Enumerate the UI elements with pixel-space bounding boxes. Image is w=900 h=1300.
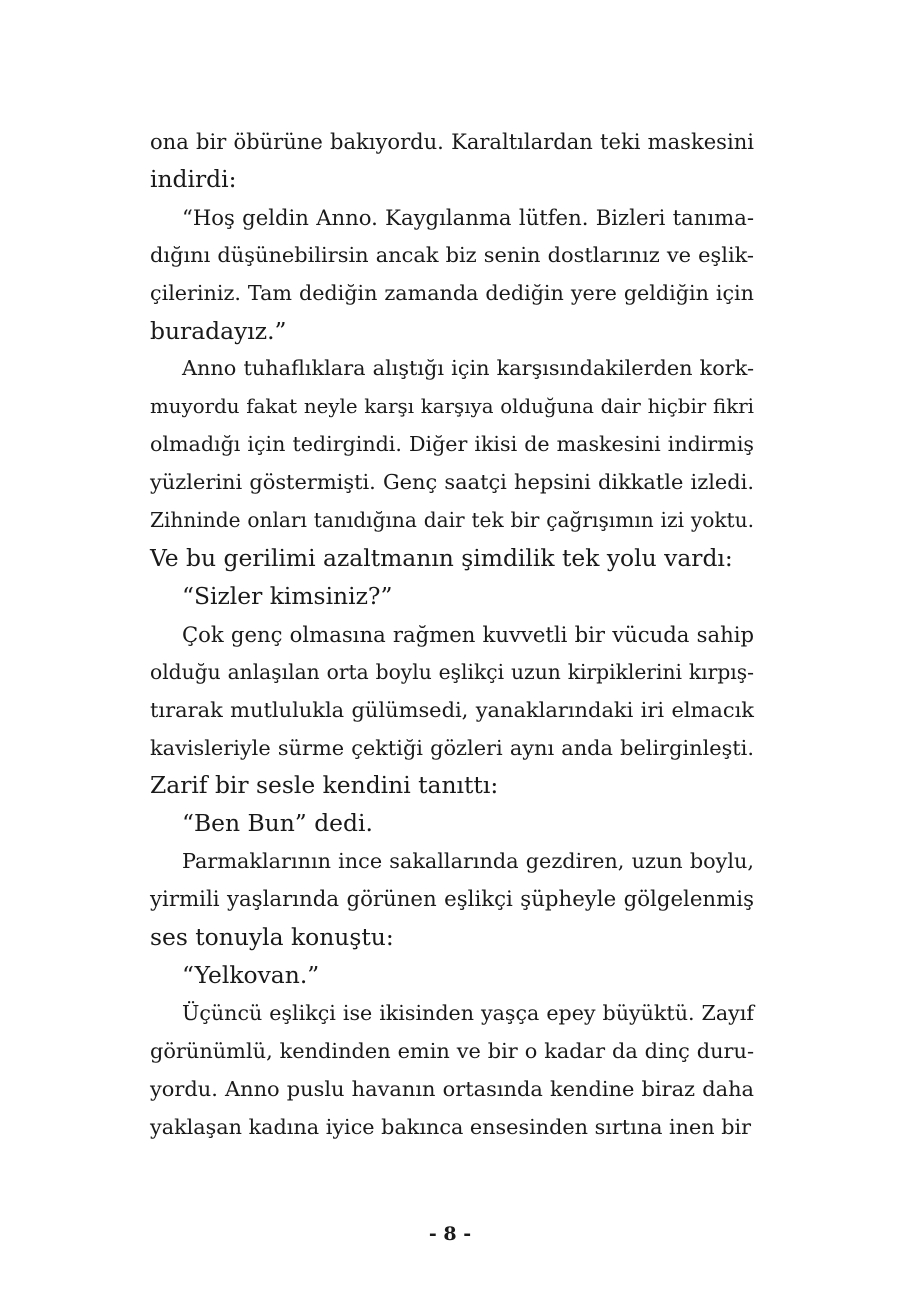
text-line: yaklaşan kadına iyice bakınca ensesinden sırtına inen bir [150,1114,752,1139]
text-line: Anno tuhaflıklara alıştığı için karşısındakilerden kork- [182,356,754,381]
text-line: yirmili yaşlarında görünen eşlikçi şüpheyle gölgelenmiş [150,887,754,913]
paragraph [150,995,754,1147]
text-line: tırarak mutlulukla gülümsedi, yanaklarındaki iri elmacık [150,697,754,722]
text-line: ses tonuyla konuştu: [150,923,394,952]
paragraph [150,123,754,199]
paragraph [150,957,754,995]
text-line: görünümlü, kendinden emin ve bir o kadar da dinç duru- [150,1038,754,1063]
text-line: dığını düşünebilirsin ancak biz senin dostlarınız ve eşlik- [150,242,754,267]
text-line: Ve bu gerilimi azaltmanın şimdilik tek yolu vardı: [150,543,733,572]
text-line: çileriniz. Tam dediğin zamanda dediğin yere geldiğin için [150,280,754,305]
paragraph [150,578,754,616]
text-line: “Hoş geldin Anno. Kaygılanma lütfen. Bizleri tanıma- [182,204,754,230]
text-line: buradayız.” [150,316,287,345]
text-line: Üçüncü eşlikçi ise ikisinden yaşça epey büyüktü. Zayıf [182,1000,754,1025]
text-line: “Sizler kimsiniz?” [182,581,393,610]
text-line: “Ben Bun” dedi. [182,809,373,838]
text-line: yordu. Anno puslu havanın ortasında kendine biraz daha [150,1076,754,1101]
page-number: - 8 - [428,1223,472,1245]
text-line: kavisleriyle sürme çektiği gözleri aynı anda belirginleşti. [150,735,754,760]
text-line: “Yelkovan.” [182,960,320,989]
text-line: yüzlerini göstermişti. Genç saatçi hepsini dikkatle izledi. [150,470,754,495]
text-line: Parmaklarının ince sakallarında gezdiren, uzun boylu, [182,849,754,874]
text-line: Zihninde onları tanıdığına dair tek bir çağrışımın izi yoktu. [150,508,754,533]
body-text [150,123,754,1146]
text-line: indirdi: [150,164,237,193]
paragraph [150,199,754,351]
text-line: Çok genç olmasına rağmen kuvvetli bir vücuda sahip [182,621,754,647]
text-line: olmadığı için tedirgindi. Diğer ikisi de maskesini indirmiş [150,432,754,457]
text-line: muyordu fakat neyle karşı karşıya olduğuna dair hiçbir fikri [150,395,754,419]
paragraph [150,843,754,957]
paragraph [150,616,754,806]
text-line: ona bir öbürüne bakıyordu. Karaltılardan teki maskesini [150,129,754,154]
paragraph [150,350,754,577]
text-line: olduğu anlaşılan orta boylu eşlikçi uzun kirpiklerini kırpış- [150,659,754,684]
paragraph [150,805,754,843]
text-line: Zarif bir sesle kendini tanıttı: [150,771,499,800]
